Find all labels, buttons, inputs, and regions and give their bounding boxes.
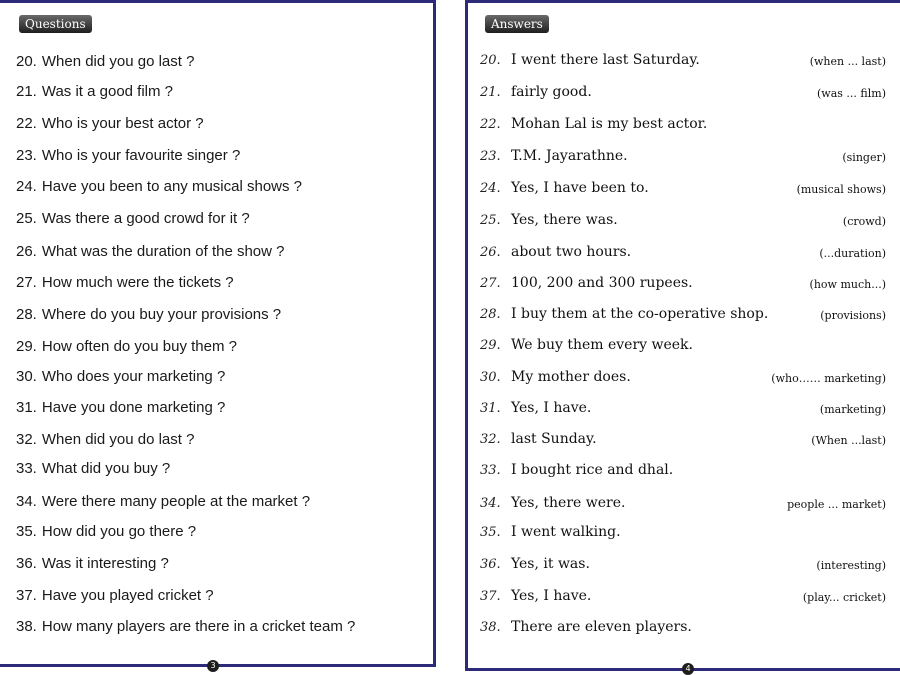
question-item [16,338,237,355]
question-text: Was it a good film ? [41,83,174,100]
question-number: 33. [16,460,37,477]
question-text: When did you go last ? [41,53,195,70]
answer-text: I buy them at the co-operative shop. [511,306,769,322]
answer-text: 100, 200 and 300 rupees. [511,275,693,291]
questions-panel [0,0,436,670]
question-text: What was the duration of the show ? [41,243,285,260]
answer-text: Yes, it was. [511,556,590,572]
question-text: How often do you buy them ? [41,338,237,355]
question-text: Who is your best actor ? [41,115,204,132]
answer-number: 26. [480,245,501,260]
question-text: Who is your favourite singer ? [41,147,241,164]
answer-item [468,337,900,357]
answer-item [468,52,900,72]
question-number: 28. [16,306,37,323]
answer-text: We buy them every week. [511,337,693,353]
answers-header: Answers [485,15,549,33]
answer-number: 27. [480,276,501,291]
question-number: 36. [16,555,37,572]
question-number: 27. [16,274,37,291]
answer-item [468,212,900,232]
answer-number: 32. [480,432,501,447]
question-item [16,274,234,291]
answer-number: 21. [480,85,501,100]
question-number: 29. [16,338,37,355]
answer-text: Yes, I have. [511,400,592,416]
question-number: 31. [16,399,37,416]
question-number: 24. [16,178,37,195]
question-item [16,83,173,100]
answer-number: 33. [480,463,501,478]
answer-item [468,84,900,104]
question-item [16,493,310,510]
answer-text: Yes, there was. [511,212,618,228]
answer-item [468,400,900,420]
answer-number: 22. [480,117,501,132]
question-number: 22. [16,115,37,132]
answer-hint: (was ... film) [817,87,886,100]
answer-number: 30. [480,370,501,385]
question-text: Were there many people at the market ? [41,493,311,510]
answer-text: My mother does. [511,369,631,385]
question-text: When did you do last ? [41,431,195,448]
answer-item [468,275,900,295]
answer-hint: (...duration) [819,247,886,260]
answer-text: I went walking. [511,524,621,540]
question-number: 26. [16,243,37,260]
answers-panel [465,0,900,671]
answer-number: 20. [480,53,501,68]
answer-hint: (crowd) [842,215,886,228]
question-item [16,306,281,323]
answer-hint: (musical shows) [796,183,886,196]
answer-item [468,369,900,389]
question-text: Have you played cricket ? [41,587,214,604]
answer-hint: (interesting) [816,559,886,572]
answer-number: 37. [480,589,501,604]
question-number: 34. [16,493,37,510]
question-text: What did you buy ? [41,460,171,477]
answer-item [468,588,900,608]
question-item [16,368,225,385]
question-item [16,431,194,448]
answer-number: 29. [480,338,501,353]
answer-hint: (provisions) [820,309,886,322]
answer-text: There are eleven players. [511,619,692,635]
answer-text: I bought rice and dhal. [511,462,674,478]
question-text: Was it interesting ? [41,555,169,572]
answer-item [468,180,900,200]
question-number: 23. [16,147,37,164]
question-number: 25. [16,210,37,227]
question-text: Who does your marketing ? [41,368,226,385]
answer-number: 34. [480,496,501,511]
question-item [16,555,169,572]
question-item [16,399,225,416]
question-item [16,53,194,70]
questions-header: Questions [19,15,92,33]
answer-hint: (when ... last) [809,55,886,68]
answer-hint: (When ...last) [811,434,886,447]
question-item [16,178,302,195]
answer-hint: (singer) [842,151,886,164]
question-item [16,210,250,227]
question-text: How much were the tickets ? [41,274,234,291]
question-number: 38. [16,618,37,635]
question-item [16,618,355,635]
question-number: 37. [16,587,37,604]
question-item [16,243,285,260]
answer-item [468,306,900,326]
answer-number: 28. [480,307,501,322]
page-number-right: 4 [682,663,694,675]
answer-item [468,462,900,482]
question-text: Was there a good crowd for it ? [41,210,250,227]
question-item [16,460,170,477]
answer-text: last Sunday. [511,431,597,447]
answer-text: about two hours. [511,244,632,260]
question-text: Have you done marketing ? [41,399,226,416]
answer-hint: (who…… marketing) [771,372,886,385]
answer-hint: (marketing) [819,403,886,416]
question-item [16,115,204,132]
answer-text: T.M. Jayarathne. [511,148,628,164]
answer-item [468,148,900,168]
answer-item [468,495,900,515]
answer-item [468,524,900,544]
answer-item [468,619,900,639]
answer-hint: people ... market) [787,498,886,511]
answer-number: 38. [480,620,501,635]
question-item [16,147,240,164]
answer-hint: (play... cricket) [802,591,886,604]
question-number: 35. [16,523,37,540]
answer-number: 25. [480,213,501,228]
answer-number: 35. [480,525,501,540]
question-number: 30. [16,368,37,385]
page-number-left: 3 [207,660,219,672]
answer-text: Yes, there were. [511,495,626,511]
question-item [16,523,196,540]
question-text: Where do you buy your provisions ? [41,306,282,323]
answer-number: 23. [480,149,501,164]
question-text: How many players are there in a cricket team ? [41,618,356,635]
answer-item [468,556,900,576]
answer-text: Yes, I have. [511,588,592,604]
answer-number: 24. [480,181,501,196]
answer-text: I went there last Saturday. [511,52,700,68]
answer-item [468,116,900,136]
question-number: 21. [16,83,37,100]
question-text: How did you go there ? [41,523,197,540]
answer-text: fairly good. [511,84,592,100]
answer-text: Yes, I have been to. [511,180,649,196]
answer-text: Mohan Lal is my best actor. [511,116,708,132]
answer-number: 31. [480,401,501,416]
question-item [16,587,214,604]
answer-number: 36. [480,557,501,572]
question-text: Have you been to any musical shows ? [41,178,303,195]
answer-item [468,431,900,451]
question-number: 32. [16,431,37,448]
answer-item [468,244,900,264]
answer-hint: (how much...) [809,278,886,291]
question-number: 20. [16,53,37,70]
